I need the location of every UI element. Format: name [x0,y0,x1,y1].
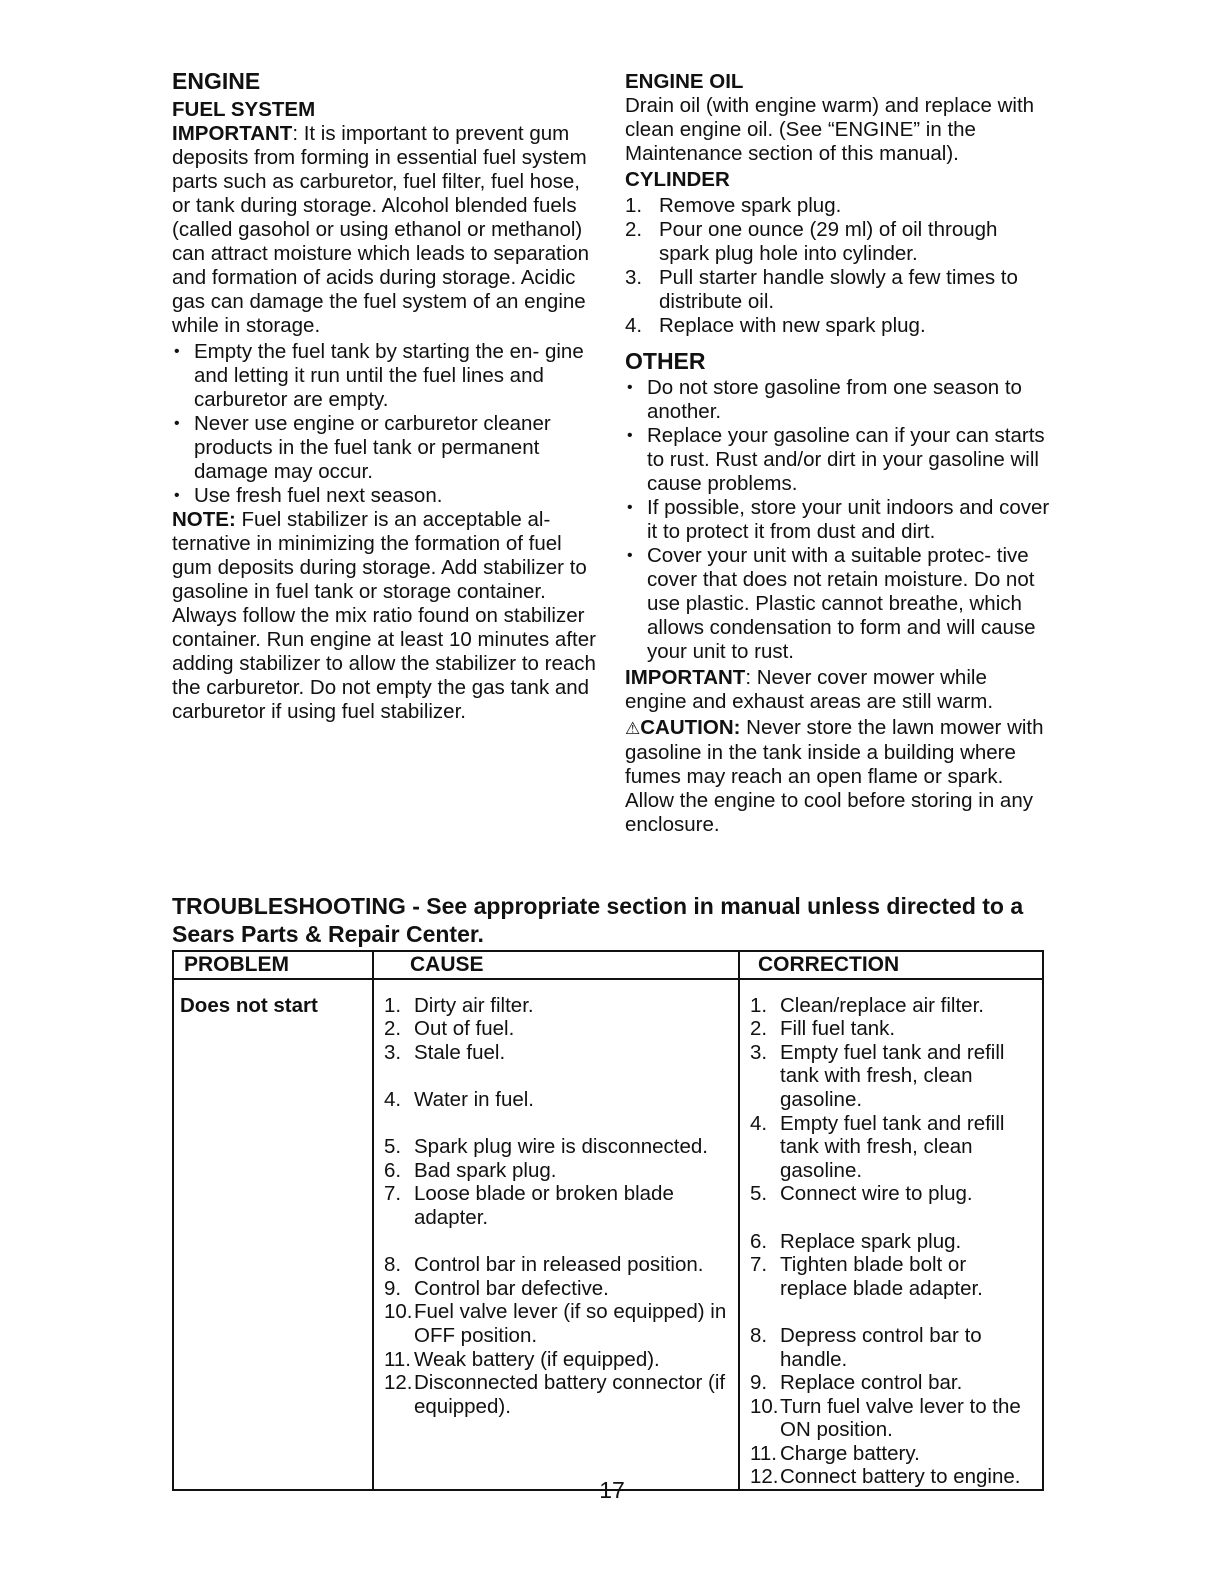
important-text: : It is important to prevent gum deposits from forming in essential fuel system parts such as carburetor, fuel filter, fuel hose, or tank during storage. Alcohol blended fuels (called gasohol or using ethanol or methanol) can attract moisture which leads to separation and formation of acids during storage. Acidic gas can damage the fuel system of an engine while in storage. [172,122,590,337]
problem-cell: Does not start [173,979,373,1490]
item-text: Fill fuel tank. [780,1017,896,1041]
item-text: Bad spark plug. [414,1158,557,1182]
list-item [746,1112,1036,1183]
item-number: 9. [750,1371,768,1395]
item-text: Disconnected battery connector (if equipped). [414,1371,726,1418]
table-row [173,979,1043,1490]
item-text: Dirty air filter. [414,993,534,1017]
item-number: 8. [750,1323,768,1347]
item-number: 12. [384,1371,413,1395]
engine-oil-heading: ENGINE OIL [625,70,744,93]
item-text: Spark plug wire is disconnected. [414,1135,708,1159]
item-number: 10. [750,1394,779,1418]
caution-label: CAUTION: [640,716,741,739]
item-text: Loose blade or broken blade adapter. [414,1182,674,1229]
engine-heading: ENGINE [172,68,261,94]
fuel-system-bullet-list [172,340,602,508]
caution-paragraph [625,716,1050,837]
list-item [746,994,1036,1018]
step-text: Pour one ounce (29 ml) of oil through spark plug hole into cylinder. [659,218,998,265]
item-text: Replace control bar. [780,1371,963,1395]
item-text: Control bar defective. [414,1276,609,1300]
item-number: 5. [750,1182,768,1206]
problem-column-header: PROBLEM [173,951,373,979]
bullet-item: • Replace your gasoline can if your can starts to rust. Rust and/or dirt in your gasoline will cause problems. [625,424,1050,496]
item-number: 2. [750,1017,768,1041]
caution-text: Never store the lawn mower with gasoline in the tank inside a building where fumes may reach an open flame or spark. Allow the engine to cool before storing in any enclosure. [625,716,1044,836]
list-item [746,1395,1036,1442]
item-text: Out of fuel. [414,1017,515,1041]
item-number: 1. [750,993,768,1017]
item-number: 11. [384,1347,411,1371]
list-item [380,1135,732,1159]
item-number: 4. [750,1111,768,1135]
bullet-item: • Use fresh fuel next season. [172,484,602,508]
cause-list [380,994,732,1419]
item-text: Connect wire to plug. [780,1182,973,1206]
engine-oil-paragraph: Drain oil (with engine warm) and replace with clean engine oil. (See “ENGINE” in the Maintenance section of this manual). [625,94,1035,165]
item-number: 7. [384,1182,402,1206]
item-text: Replace spark plug. [780,1229,962,1253]
bullet-item: • If possible, store your unit indoors and cover it to protect it from dust and dirt. [625,496,1050,544]
list-item [380,1277,732,1301]
bullet-item: • Never use engine or carburetor cleaner products in the fuel tank or permanent damage may occur. [172,412,602,484]
list-item [746,1442,1036,1466]
item-text: Water in fuel. [414,1087,535,1111]
item-number: 6. [384,1158,402,1182]
step-text: Replace with new spark plug. [659,314,926,337]
list-item [380,1041,732,1065]
item-text: Clean/replace air filter. [780,993,984,1017]
correction-column-header: CORRECTION [739,951,1043,979]
list-item [625,266,1050,314]
item-text: Charge battery. [780,1441,920,1465]
item-text: Connect battery to engine. [780,1465,1021,1489]
item-number: 2. [384,1017,402,1041]
other-heading: OTHER [625,348,706,374]
item-number: 3. [384,1040,402,1064]
list-item [746,1324,1036,1371]
list-item [746,1017,1036,1041]
list-item [625,314,1050,338]
bullet-item: • Empty the fuel tank by starting the en- gine and letting it run until the fuel lines and carburetor are empty. [172,340,602,412]
item-number: 3. [750,1040,768,1064]
fuel-system-important-paragraph [172,122,602,338]
troubleshooting-heading: TROUBLESHOOTING - See appropriate section in manual unless directed to a Sears Parts & Repair Center. [172,893,1024,947]
note-paragraph [172,508,602,724]
list-item [746,1041,1036,1112]
correction-cell [739,979,1043,1490]
step-number: 4. [625,314,643,337]
item-number: 1. [384,993,402,1017]
bullet-item: • Do not store gasoline from one season to another. [625,376,1050,424]
note-label: NOTE: [172,508,236,531]
item-text: Weak battery (if equipped). [414,1347,660,1371]
right-column [625,68,1050,837]
cylinder-heading: CYLINDER [625,168,730,191]
list-item [625,194,1050,218]
item-number: 5. [384,1135,402,1159]
fuel-system-heading: FUEL SYSTEM [172,98,316,121]
list-item [746,1182,1036,1206]
item-text: Depress control bar to handle. [780,1323,982,1371]
item-text: Empty fuel tank and refill tank with fresh, clean gasoline. [780,1111,1005,1182]
item-text: Empty fuel tank and refill tank with fresh, clean gasoline. [780,1040,1005,1111]
table-header-row [173,951,1043,979]
step-text: Pull starter handle slowly a few times to distribute oil. [659,266,1018,313]
step-text: Remove spark plug. [659,194,842,217]
list-item [746,1230,1036,1254]
item-number: 8. [384,1253,402,1277]
cylinder-steps-list [625,194,1050,338]
item-number: 4. [384,1087,402,1111]
important-warm-paragraph [625,666,1050,714]
list-item [380,1253,732,1277]
list-item [380,994,732,1018]
troubleshooting-table [172,950,1044,1491]
item-number: 9. [384,1276,402,1300]
list-item [746,1371,1036,1395]
note-text: Fuel stabilizer is an acceptable al- ternative in minimizing the formation of fuel gum deposits during storage. Add stabilizer to gasoline in fuel tank or storage container. Always follow the mix ratio found on stabilizer container. Run engine at least 10 minutes after adding stabilizer to allow the stabilizer to reach the carburetor. Do not empty the gas tank and carburetor if using fuel stabilizer. [172,508,596,723]
item-text: Turn fuel valve lever to the ON position. [780,1394,1021,1442]
item-text: Tighten blade bolt or replace blade adapter. [780,1253,983,1300]
list-item [380,1348,732,1372]
important-text: : Never cover mower while engine and exhaust areas are still warm. [625,666,994,713]
important-label: IMPORTANT [625,666,746,689]
step-number: 2. [625,218,643,241]
item-number: 10. [384,1300,413,1324]
list-item [746,1253,1036,1300]
item-number: 12. [750,1465,779,1489]
cause-column-header: CAUSE [373,951,739,979]
other-bullet-list [625,376,1050,664]
correction-list [746,994,1036,1489]
page-number: 17 [599,1477,625,1503]
list-item [380,1088,732,1112]
list-item [380,1300,732,1347]
step-number: 3. [625,266,643,289]
item-text: Fuel valve lever (if so equipped) in OFF position. [414,1300,727,1347]
item-number: 6. [750,1229,768,1253]
important-label: IMPORTANT [172,122,293,145]
cause-cell [373,979,739,1490]
list-item [625,218,1050,266]
item-number: 11. [750,1441,777,1465]
item-text: Control bar in released position. [414,1253,704,1277]
bullet-item: • Cover your unit with a suitable protec- tive cover that does not retain moisture. Do not use plastic. Plastic cannot breathe, which allows condensation to form and will cause your unit to rust. [625,544,1050,664]
step-number: 1. [625,194,643,217]
list-item [380,1371,732,1418]
list-item [380,1017,732,1041]
list-item [380,1182,732,1229]
item-number: 7. [750,1253,768,1277]
item-text: Stale fuel. [414,1040,506,1064]
left-column [172,68,602,724]
warning-triangle-icon: ⚠ [625,719,641,738]
list-item [380,1159,732,1183]
